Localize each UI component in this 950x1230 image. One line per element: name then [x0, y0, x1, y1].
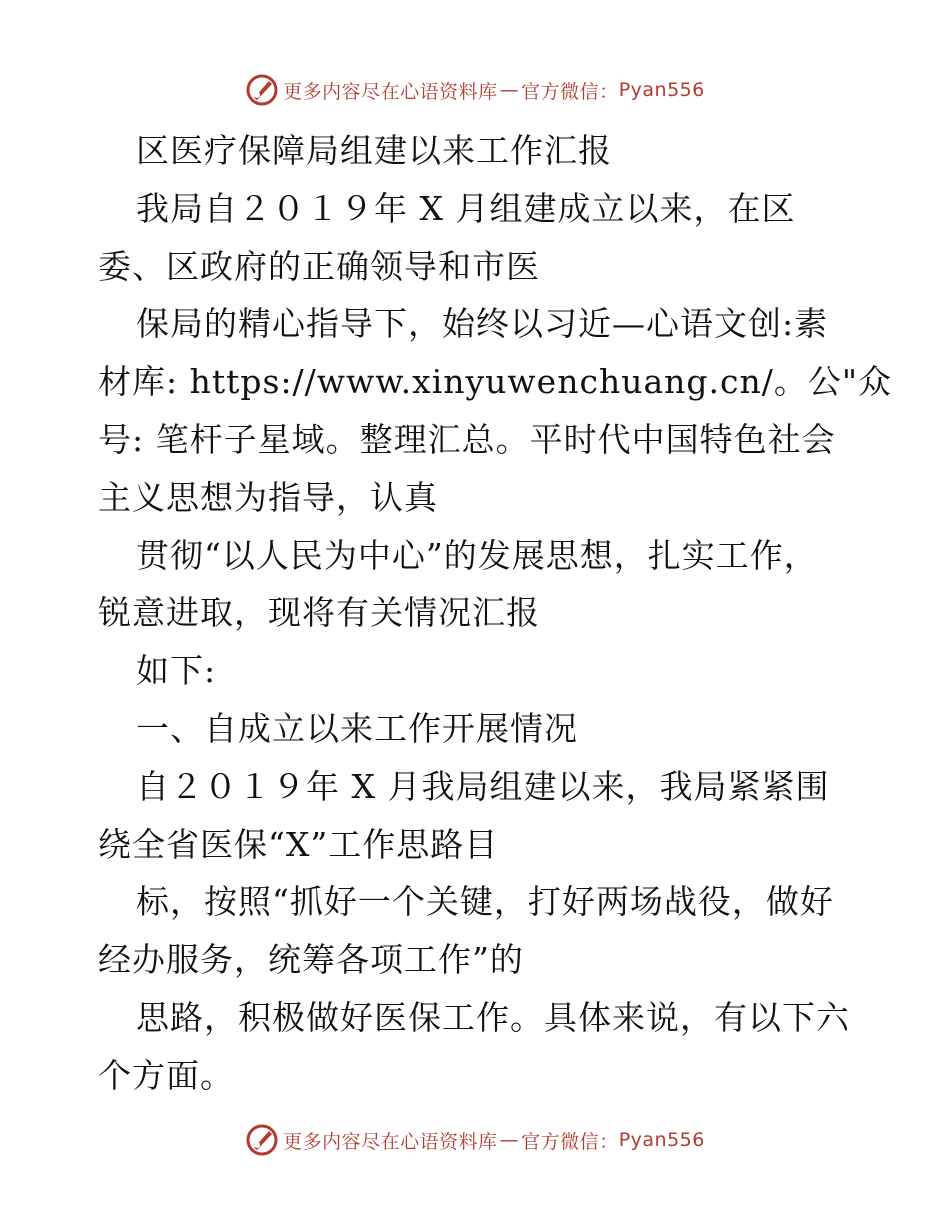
watermark-label: 官方微信：	[521, 1130, 619, 1153]
watermark-label: 官方微信：	[521, 80, 619, 103]
text-line: 我局自２０１９年 X 月组建成立以来，在区	[136, 188, 796, 228]
document-body	[98, 122, 893, 1105]
document-title: 区医疗保障局组建以来工作汇报	[136, 131, 612, 170]
text-line: 如下:	[136, 651, 217, 691]
quill-logo-icon	[245, 1123, 279, 1157]
watermark-dash: —	[499, 79, 520, 101]
text-line: 绕全省医保“X”工作思路目	[98, 824, 499, 864]
text-line: 贯彻“以人民为中心”的发展思想，扎实工作，	[136, 535, 818, 575]
watermark-wechat-id: Pyan556	[618, 1129, 705, 1151]
text-line: 保局的精心指导下，始终以习近—心语文创:素	[136, 304, 829, 344]
text-line: 材库: https://www.xinyuwenchuang.cn/。公"众	[98, 362, 893, 402]
footer-watermark	[0, 1120, 950, 1160]
text-line: 主义思想为指导，认真	[98, 477, 438, 517]
text-line: 经办服务，统筹各项工作”的	[98, 940, 524, 980]
text-line: 个方面。	[98, 1055, 234, 1095]
text-line: 标，按照“抓好一个关键，打好两场战役，做好	[136, 882, 834, 922]
watermark-brand: 更多内容尽在心语资料库	[283, 1130, 498, 1153]
watermark-brand: 更多内容尽在心语资料库	[283, 80, 498, 103]
text-line: 号: 笔杆子星域。整理汇总。平时代中国特色社会	[98, 419, 836, 459]
section-heading: 一、自成立以来工作开展情况	[136, 708, 578, 748]
text-line: 委、区政府的正确领导和市医	[98, 246, 540, 286]
header-watermark	[0, 70, 950, 110]
watermark-dash: —	[499, 1129, 520, 1151]
watermark-wechat-id: Pyan556	[618, 79, 705, 101]
quill-logo-icon	[245, 73, 279, 107]
text-line: 锐意进取，现将有关情况汇报	[98, 593, 540, 633]
text-line: 自２０１９年 X 月我局组建以来，我局紧紧围	[136, 766, 830, 806]
text-line: 思路，积极做好医保工作。具体来说，有以下六	[136, 997, 850, 1037]
